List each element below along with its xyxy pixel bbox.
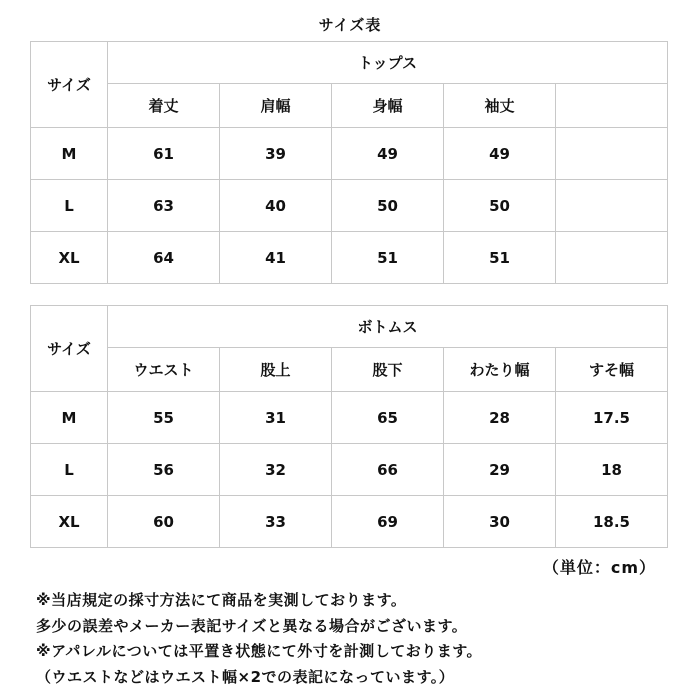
note-line: ※アパレルについては平置き状態にて外寸を計測しております。 — [36, 642, 483, 660]
size-label: XL — [31, 496, 108, 548]
column-header: すそ幅 — [556, 348, 668, 392]
table-cell: 33 — [220, 496, 332, 548]
table-cell: 50 — [444, 180, 556, 232]
table-cell: 30 — [444, 496, 556, 548]
table-cell: 61 — [108, 128, 220, 180]
size-label: XL — [31, 232, 108, 284]
table-cell: 50 — [332, 180, 444, 232]
column-header: ウエスト — [108, 348, 220, 392]
table-cell: 17.5 — [556, 392, 668, 444]
table-cell: 56 — [108, 444, 220, 496]
table-cell: 18.5 — [556, 496, 668, 548]
table-row — [31, 392, 668, 444]
table-cell: 49 — [332, 128, 444, 180]
notes — [36, 588, 482, 690]
size-header: サイズ — [31, 42, 108, 128]
size-label: L — [31, 444, 108, 496]
column-header: 着丈 — [108, 84, 220, 128]
table-cell: 64 — [108, 232, 220, 284]
table-cell: 51 — [332, 232, 444, 284]
note-line: ※当店規定の採寸方法にて商品を実測しております。 — [36, 591, 407, 609]
table-cell: 49 — [444, 128, 556, 180]
column-header: 袖丈 — [444, 84, 556, 128]
note-line: 多少の誤差やメーカー表記サイズと異なる場合がございます。 — [36, 616, 468, 635]
table-cell: 69 — [332, 496, 444, 548]
table-cell: 41 — [220, 232, 332, 284]
table-cell: 55 — [108, 392, 220, 444]
table-cell — [556, 128, 668, 180]
table-row — [31, 232, 668, 284]
table-row — [31, 128, 668, 180]
table-row — [31, 496, 668, 548]
table-cell: 18 — [556, 444, 668, 496]
column-header: わたり幅 — [444, 348, 556, 392]
table-row — [31, 180, 668, 232]
table-cell: 39 — [220, 128, 332, 180]
column-header — [556, 84, 668, 128]
table-cell: 40 — [220, 180, 332, 232]
table-cell: 31 — [220, 392, 332, 444]
column-header: 股下 — [332, 348, 444, 392]
table-cell: 28 — [444, 392, 556, 444]
table-cell: 66 — [332, 444, 444, 496]
table-cell — [556, 232, 668, 284]
column-header: 肩幅 — [220, 84, 332, 128]
table-cell — [556, 180, 668, 232]
table-cell: 63 — [108, 180, 220, 232]
size-label: L — [31, 180, 108, 232]
table-cell: 29 — [444, 444, 556, 496]
unit-label: （単位：cm） — [542, 558, 656, 577]
note-line: （ウエストなどはウエスト幅×2での表記になっています。） — [36, 667, 455, 686]
size-label: M — [31, 392, 108, 444]
size-label: M — [31, 128, 108, 180]
table-cell: 60 — [108, 496, 220, 548]
table-row — [31, 444, 668, 496]
table-cell: 32 — [220, 444, 332, 496]
table-cell: 65 — [332, 392, 444, 444]
bottoms-size-table — [30, 305, 668, 548]
table-cell: 51 — [444, 232, 556, 284]
column-header: 股上 — [220, 348, 332, 392]
page-title: サイズ表 — [318, 16, 382, 34]
column-header: 身幅 — [332, 84, 444, 128]
tops-group-header: トップス — [108, 42, 668, 84]
tops-size-table — [30, 41, 668, 284]
bottoms-group-header: ボトムス — [108, 306, 668, 348]
size-header: サイズ — [31, 306, 108, 392]
